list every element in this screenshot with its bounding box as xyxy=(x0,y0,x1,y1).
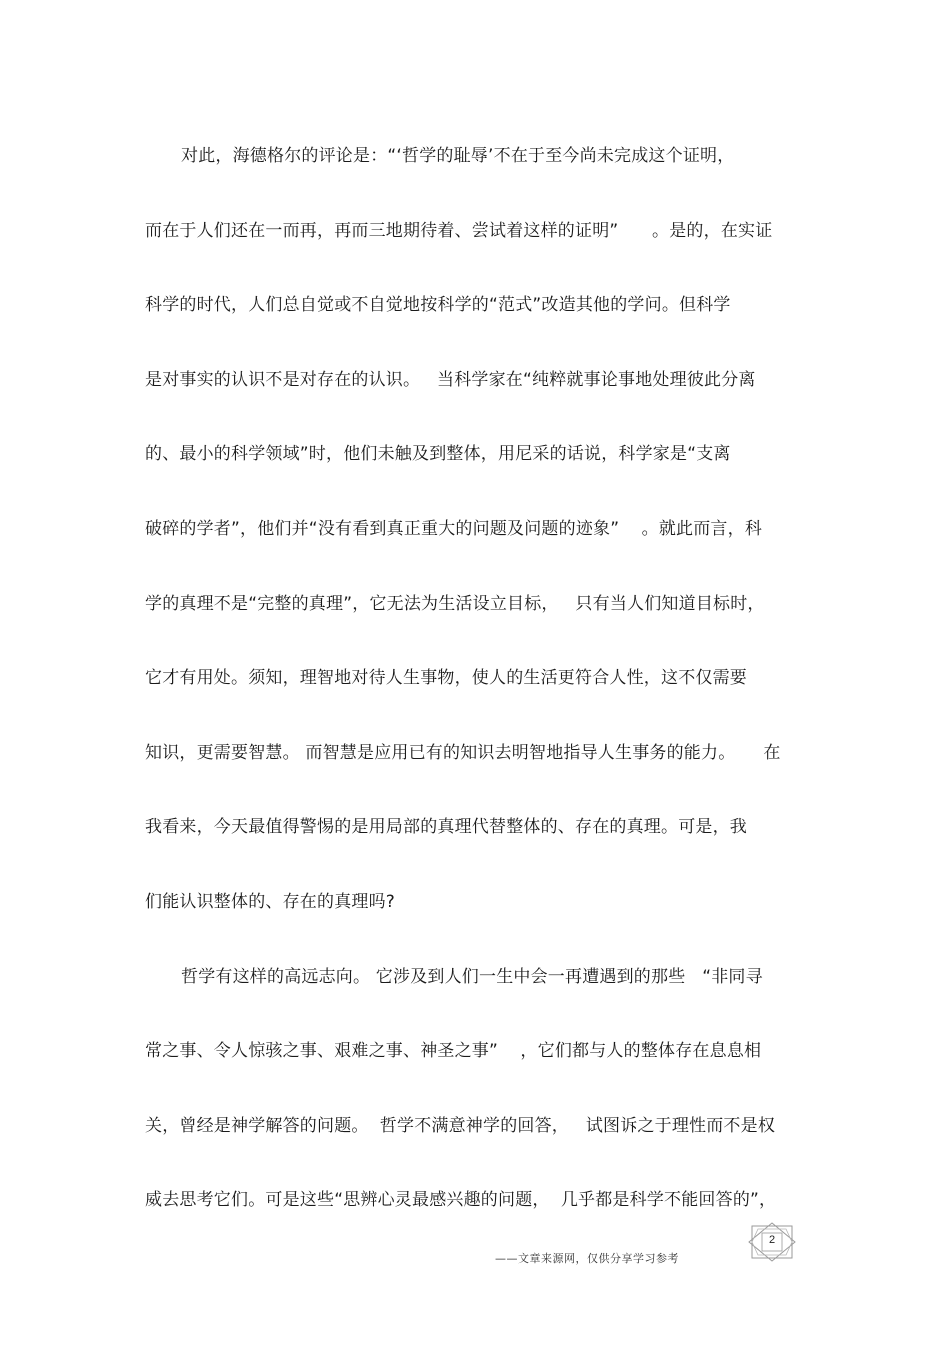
text-line: 是对事实的认识不是对存在的认识。 当科学家在“纯粹就事论事地处理彼此分离 xyxy=(145,369,756,390)
text-line: 对此，海德格尔的评论是：“‘哲学的耻辱’不在于至今尚未完成这个证明， xyxy=(181,146,735,166)
text-line: 哲学有这样的高远志向。 它涉及到人们一生中会一再遭遇到的那些 “非同寻 xyxy=(181,966,763,987)
text-line: 科学的时代，人们总自觉或不自觉地按科学的“范式”改造其他的学问。但科学 xyxy=(145,295,731,316)
body-text xyxy=(145,141,815,1260)
page-number: 2 xyxy=(768,1234,776,1246)
text-line: 破碎的学者”，他们并“没有看到真正重大的问题及问题的迹象” 。就此而言，科 xyxy=(145,518,763,539)
text-line: 们能认识整体的、存在的真理吗? xyxy=(145,891,396,912)
footer-source-note: ——文章来源网，仅供分享学习参考 xyxy=(495,1252,679,1265)
text-line: 威去思考它们。可是这些“思辨心灵最感兴趣的问题， 几乎都是科学不能回答的”， xyxy=(145,1190,777,1211)
text-line: 我看来，今天最值得警惕的是用局部的真理代替整体的、存在的真理。可是，我 xyxy=(145,817,747,838)
text-line: 常之事、令人惊骇之事、艰难之事、神圣之事” ，它们都与人的整体存在息息相 xyxy=(145,1041,762,1062)
text-line: 而在于人们还在一而再，再而三地期待着、尝试着这样的证明” 。是的，在实证 xyxy=(145,220,773,241)
text-line: 它才有用处。须知，理智地对待人生事物，使人的生活更符合人性，这不仅需要 xyxy=(145,668,747,689)
text-line: 学的真理不是“完整的真理”，它无法为生活设立目标， 只有当人们知道目标时， xyxy=(145,593,765,614)
text-line: 的、最小的科学领域”时，他们未触及到整体，用尼采的话说，科学家是“支离 xyxy=(145,444,731,465)
page-number-badge xyxy=(748,1222,796,1262)
text-line: 关，曾经是神学解答的问题。 哲学不满意神学的回答， 试图诉之于理性而不是权 xyxy=(145,1115,776,1136)
text-line: 知识，更需要智慧。 而智慧是应用已有的知识去明智地指导人生事务的能力。 在 xyxy=(145,742,781,763)
